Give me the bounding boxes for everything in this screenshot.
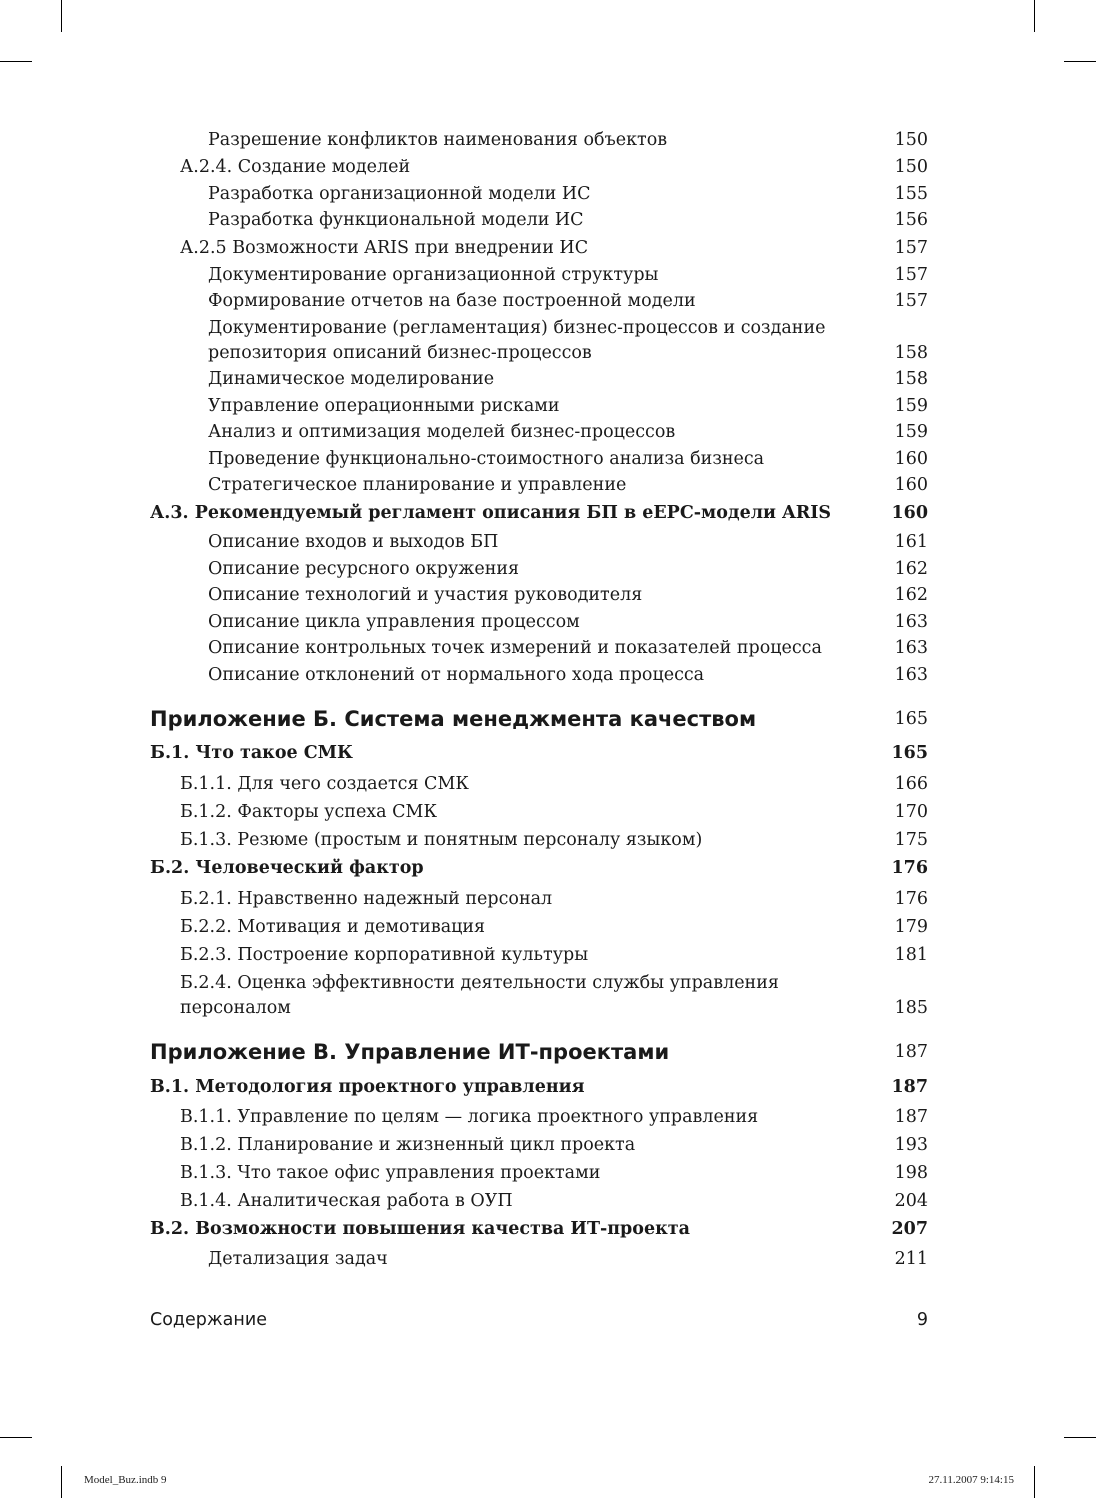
slug-file: Model_Buz.indb 9 xyxy=(84,1474,167,1486)
toc-entry[interactable]: Б.2.3. Построение корпоративной культуры 181 xyxy=(180,945,928,965)
toc-entry[interactable]: репозитория описаний бизнес-процессов 158 xyxy=(208,343,928,363)
toc-entry[interactable]: Разрешение конфликтов наименования объектов 150 xyxy=(208,130,928,150)
toc-entry[interactable]: Описание входов и выходов БП 161 xyxy=(208,532,928,552)
crop-mark xyxy=(1064,1437,1096,1438)
crop-mark xyxy=(0,1437,32,1438)
toc-entry[interactable]: Описание контрольных точек измерений и показателей процесса 163 xyxy=(208,638,928,658)
toc-section[interactable]: А.3. Рекомендуемый регламент описания БП в еЕРС-модели ARIS 160 xyxy=(150,503,928,523)
toc-entry[interactable]: Формирование отчетов на базе построенной модели 157 xyxy=(208,291,928,311)
crop-mark xyxy=(61,1466,62,1498)
toc-entry[interactable]: А.2.5 Возможности ARIS при внедрении ИС 157 xyxy=(180,238,928,258)
toc-entry[interactable]: Б.1.3. Резюме (простым и понятным персоналу языком) 175 xyxy=(180,830,928,850)
crop-mark xyxy=(0,61,32,62)
toc-entry[interactable]: персоналом 185 xyxy=(180,998,928,1018)
toc-entry[interactable]: Управление операционными рисками 159 xyxy=(208,396,928,416)
toc-section[interactable]: Б.2. Человеческий фактор 176 xyxy=(150,858,928,878)
toc-entry[interactable]: Проведение функционально-стоимостного анализа бизнеса 160 xyxy=(208,449,928,469)
toc-entry[interactable]: Описание цикла управления процессом 163 xyxy=(208,612,928,632)
toc-entry[interactable]: Документирование организационной структуры 157 xyxy=(208,265,928,285)
toc-entry[interactable]: Анализ и оптимизация моделей бизнес-процессов 159 xyxy=(208,422,928,442)
toc-entry[interactable]: Описание технологий и участия руководителя 162 xyxy=(208,585,928,605)
toc-entry[interactable]: Б.2.4. Оценка эффективности деятельности службы управления xyxy=(180,973,779,993)
toc-entry[interactable]: В.1.4. Аналитическая работа в ОУП 204 xyxy=(180,1191,928,1211)
toc-entry[interactable]: Б.1.2. Факторы успеха СМК 170 xyxy=(180,802,928,822)
toc-section[interactable]: В.1. Методология проектного управления 187 xyxy=(150,1077,928,1097)
crop-mark xyxy=(1064,61,1096,62)
toc-entry[interactable]: Детализация задач 211 xyxy=(208,1249,928,1269)
toc-entry[interactable]: Б.2.2. Мотивация и демотивация 179 xyxy=(180,917,928,937)
toc-entry[interactable]: Разработка функциональной модели ИС 156 xyxy=(208,210,928,230)
toc-entry[interactable]: Динамическое моделирование 158 xyxy=(208,369,928,389)
crop-mark xyxy=(1034,0,1035,32)
toc-entry[interactable]: В.1.1. Управление по целям — логика проектного управления 187 xyxy=(180,1107,928,1127)
running-title: Содержание xyxy=(150,1310,267,1330)
toc-entry[interactable]: Документирование (регламентация) бизнес-процессов и создание xyxy=(208,318,826,338)
toc-entry[interactable]: Описание отклонений от нормального хода процесса 163 xyxy=(208,665,928,685)
page-number: 9 xyxy=(916,1310,928,1330)
toc-section[interactable]: Б.1. Что такое СМК 165 xyxy=(150,743,928,763)
toc-entry[interactable]: Разработка организационной модели ИС 155 xyxy=(208,184,928,204)
crop-mark xyxy=(61,0,62,32)
toc-entry[interactable]: Б.2.1. Нравственно надежный персонал 176 xyxy=(180,889,928,909)
toc-entry[interactable]: В.1.2. Планирование и жизненный цикл проекта 193 xyxy=(180,1135,928,1155)
toc-entry[interactable]: Стратегическое планирование и управление 160 xyxy=(208,475,928,495)
slug-date: 27.11.2007 9:14:15 xyxy=(928,1474,1014,1486)
toc-entry[interactable]: Описание ресурсного окружения 162 xyxy=(208,559,928,579)
toc-entry[interactable]: В.1.3. Что такое офис управления проектами 198 xyxy=(180,1163,928,1183)
toc-appendix[interactable]: Приложение Б. Система менеджмента качеством 165 xyxy=(150,707,928,731)
toc-appendix[interactable]: Приложение В. Управление ИТ-проектами 187 xyxy=(150,1040,928,1064)
toc-section[interactable]: В.2. Возможности повышения качества ИТ-проекта 207 xyxy=(150,1219,928,1239)
toc-entry[interactable]: А.2.4. Создание моделей 150 xyxy=(180,157,928,177)
crop-mark xyxy=(1034,1466,1035,1498)
toc-entry[interactable]: Б.1.1. Для чего создается СМК 166 xyxy=(180,774,928,794)
page-footer xyxy=(150,1310,928,1338)
